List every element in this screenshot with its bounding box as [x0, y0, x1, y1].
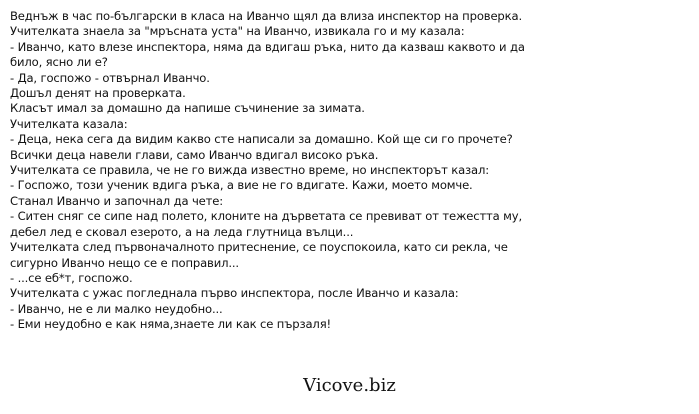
text-line: - Иванчо, не е ли малко неудобно... — [10, 301, 223, 316]
text-line: сигурно Иванчо нещо се е поправил... — [10, 255, 239, 270]
joke-text — [10, 9, 695, 333]
text-line: Дошъл денят на проверката. — [10, 86, 186, 101]
text-line: Учителката се правила, че не го вижда известно време, но инспекторът казал: — [10, 163, 490, 178]
text-line: Учителката знаела за "мръсната уста" на Иванчо, извикала го и му казала: — [10, 24, 465, 39]
text-line: Учителката след първоначалното притеснение, се поуспокоила, като си рекла, че — [10, 240, 508, 255]
text-line: дебел лед е сковал езерото, а на леда глутница вълци... — [10, 224, 354, 239]
text-line: Класът имал за домашно да напише съчинение за зимата. — [10, 101, 365, 116]
text-line: - Еми неудобно е как няма,знаете ли как се пързаля! — [10, 317, 332, 332]
text-line: - Госпожо, този ученик вдига ръка, а вие не го вдигате. Кажи, моето момче. — [10, 178, 473, 193]
text-line: Веднъж в час по-български в класа на Иванчо щял да влиза инспектор на проверка. — [10, 9, 522, 23]
text-line: било, ясно ли е? — [10, 55, 108, 70]
text-line: - Да, госпожо - отвърнал Иванчо. — [10, 70, 210, 85]
text-line: - Иванчо, като влезе инспектора, няма да вдигаш ръка, нито да казваш каквото и да — [10, 39, 525, 54]
text-line: Учителката с ужас погледнала първо инспектора, после Иванчо и казала: — [10, 286, 459, 301]
site-watermark: Vicove.biz — [303, 375, 396, 396]
text-line: - Ситен сняг се сипе над полето, клоните на дърветата се превиват от тежестта му, — [10, 209, 522, 224]
text-line: - Деца, нека сега да видим какво сте написали за домашно. Кой ще си го прочете? — [10, 132, 513, 147]
text-line: - ...се еб*т, госпожо. — [10, 270, 133, 285]
text-line: Учителката казала: — [10, 116, 128, 131]
text-line: Станал Иванчо и започнал да чете: — [10, 193, 223, 208]
text-line: Всички деца навели глави, само Иванчо вдигал високо ръка. — [10, 147, 379, 162]
